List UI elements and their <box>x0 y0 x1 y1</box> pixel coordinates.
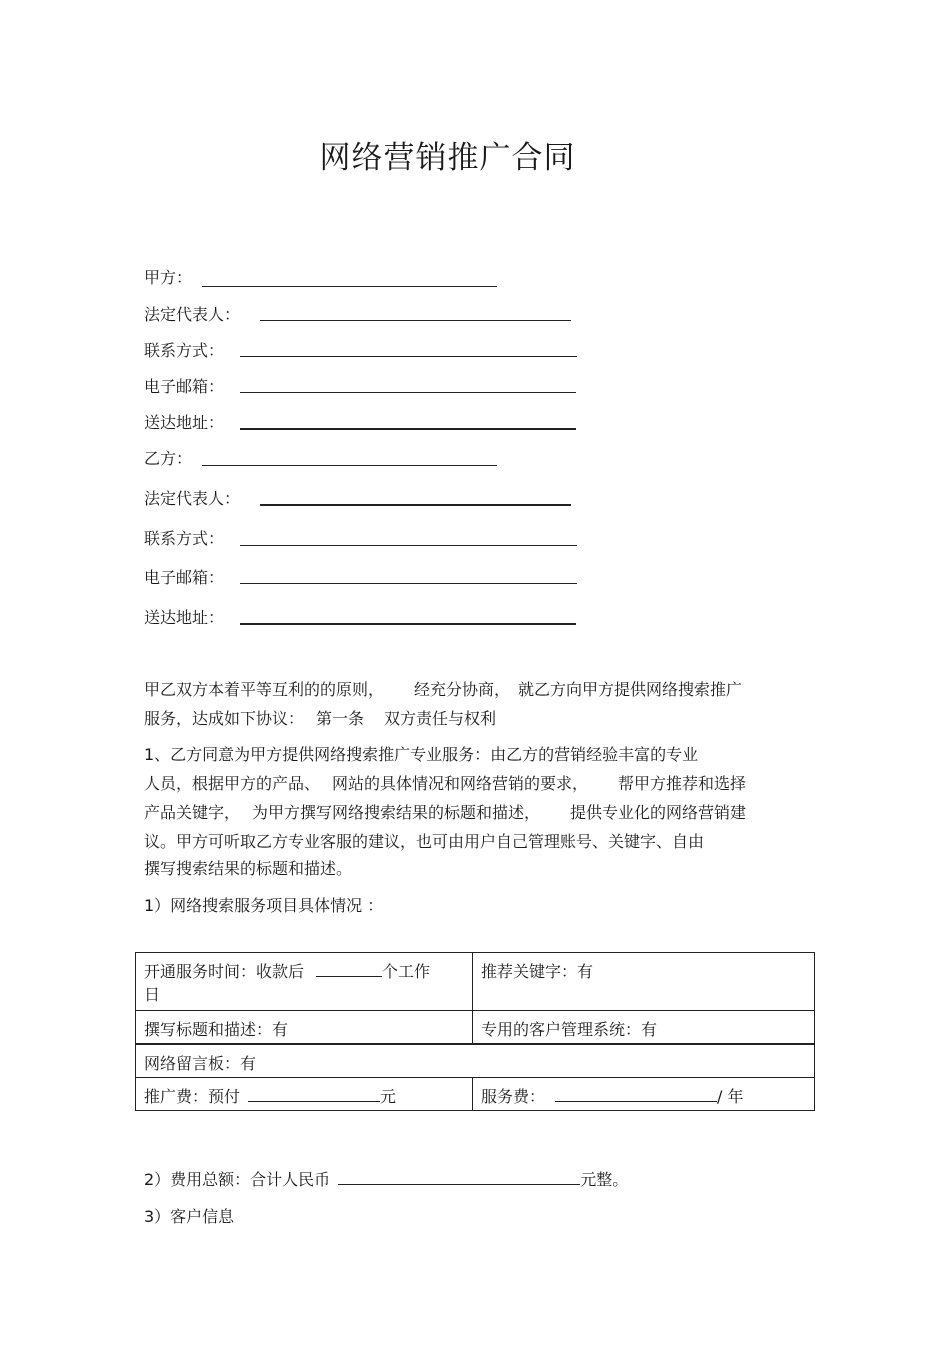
intro-text-1a: 甲乙双方本着平等互利的的原则， <box>144 680 385 699</box>
table-row <box>136 1011 815 1044</box>
party-b-address-label: 送达地址： <box>144 608 225 627</box>
article-1-title: 双方责任与权利 <box>384 709 497 728</box>
page-title: 网络营销推广合同 <box>319 140 576 176</box>
promo-fee-unit: 元 <box>380 1087 397 1106</box>
table-row <box>136 953 815 1011</box>
party-b-rep-line <box>260 504 571 506</box>
clause-1-text-3b: 为甲方撰写网络搜索结果的标题和描述， <box>252 803 541 822</box>
party-a-rep-label: 法定代表人： <box>144 305 241 324</box>
service-fee-unit: / 年 <box>717 1087 744 1106</box>
party-b-rep-label: 法定代表人： <box>144 489 241 508</box>
open-time-unit-cont: 日 <box>144 985 161 1004</box>
promo-fee-cell <box>136 1078 473 1111</box>
intro-line-1 <box>144 677 742 700</box>
crm-cell <box>473 1011 815 1044</box>
open-time-unit: 个工作 <box>382 962 431 981</box>
party-b-address-line <box>240 623 576 625</box>
service-fee-label: 服务费： <box>481 1087 546 1106</box>
keywords-text: 推荐关键字：有 <box>481 962 594 981</box>
item-2-label: 2）费用总额：合计人民币 <box>144 1170 331 1189</box>
item-1-heading: 1）网络搜索服务项目具体情况 ： <box>144 896 384 915</box>
write-title-text: 撰写标题和描述：有 <box>144 1020 289 1039</box>
intro-text-1b: 经充分协商， <box>414 680 511 699</box>
board-cell <box>136 1044 815 1078</box>
party-a-address-line <box>240 428 576 430</box>
clause-1-text-3a: 产品关键字， <box>144 803 241 822</box>
clause-1-text-2b: 网站的具体情况和网络营销的要求， <box>332 774 589 793</box>
intro-line-2 <box>144 706 496 729</box>
table-row <box>136 1044 815 1078</box>
intro-text-1c: 就乙方向甲方提供网络搜索推广 <box>518 680 743 699</box>
board-text: 网络留言板：有 <box>144 1053 257 1073</box>
item-2-line <box>144 1167 628 1190</box>
party-a-email-label: 电子邮箱： <box>144 377 225 396</box>
party-a-name-line <box>202 286 497 287</box>
open-time-cell <box>136 953 473 1011</box>
party-b-email-line <box>240 583 577 584</box>
open-time-days-blank <box>316 962 382 977</box>
clause-1-line-3 <box>144 800 746 823</box>
article-1-label: 第一条 <box>316 709 365 728</box>
party-b-email-label: 电子邮箱： <box>144 568 225 587</box>
total-amount-blank <box>338 1170 580 1185</box>
service-items-table <box>135 952 815 1111</box>
party-a-contact-label: 联系方式： <box>144 341 225 360</box>
write-title-cell <box>136 1011 473 1044</box>
party-a-contact-line <box>240 356 577 357</box>
clause-1-text-2c: 帮甲方推荐和选择 <box>618 774 747 793</box>
party-b-contact-label: 联系方式： <box>144 529 225 548</box>
intro-text-2a: 服务，达成如下协议： <box>144 709 305 728</box>
clause-1-line-5: 撰写搜索结果的标题和描述。 <box>144 859 353 878</box>
item-3-heading: 3）客户信息 <box>144 1207 235 1226</box>
party-b-name-line <box>202 465 497 466</box>
promo-fee-blank <box>248 1087 380 1102</box>
party-a-rep-line <box>260 320 571 321</box>
party-a-address-label: 送达地址： <box>144 413 225 432</box>
clause-1-text-3c: 提供专业化的网络营销建 <box>570 803 747 822</box>
item-2-unit: 元整。 <box>580 1170 629 1189</box>
party-b-label: 乙方： <box>144 449 193 468</box>
clause-1-line-1: 1、乙方同意为甲方提供网络搜索推广专业服务：由乙方的营销经验丰富的专业 <box>144 745 699 764</box>
table-row <box>136 1078 815 1111</box>
clause-1-line-4: 议。甲方可听取乙方专业客服的建议，也可由用户自己管理账号、关键字、自由 <box>144 832 705 851</box>
clause-1-line-2 <box>144 771 746 794</box>
party-a-email-line <box>240 392 576 393</box>
crm-text: 专用的客户管理系统：有 <box>481 1020 658 1039</box>
party-b-contact-line <box>240 545 577 546</box>
service-fee-blank <box>555 1087 717 1102</box>
open-time-label: 开通服务时间：收款后 <box>144 962 305 981</box>
keywords-cell <box>473 953 815 1011</box>
promo-fee-label: 推广费：预付 <box>144 1087 241 1106</box>
service-fee-cell <box>473 1078 815 1111</box>
clause-1-text-2a: 人员，根据甲方的产品、 <box>144 774 321 793</box>
party-a-label: 甲方： <box>144 268 193 287</box>
